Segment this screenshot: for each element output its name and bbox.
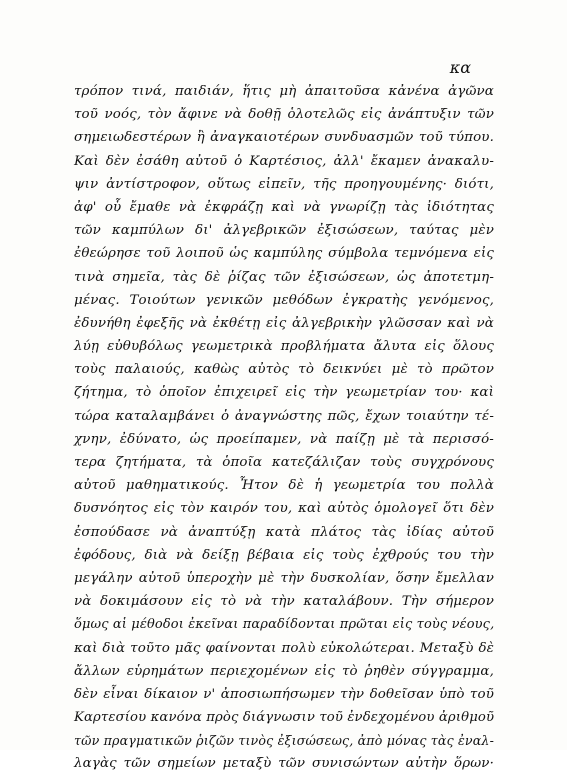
text-line: τώρα καταλαμβάνει ὁ ἀναγνώστης πῶς, ἔχων τοιαύτην τέ- <box>74 408 494 424</box>
text-line: ἀφ' οὗ ἔμαθε νὰ ἐκφράζῃ καὶ νὰ γνωρίζῃ τὰς ἰδιότητας <box>74 199 494 215</box>
text-line: μένας. Τοιούτων γενικῶν μεθόδων ἐγκρατὴς γενόμενος, <box>74 292 494 308</box>
text-line: Καρτεσίου κανόνα πρὸς διάγνωσιν τοῦ ἐνδεχομένου ἀριθμοῦ <box>74 710 495 726</box>
text-line: δὲν εἶναι δίκαιον ν' ἀποσιωπήσωμεν τὴν δοθεῖσαν ὑπὸ τοῦ <box>74 686 494 702</box>
text-line: ἐδυνήθη ἐφεξῆς νὰ ἐκθέτῃ εἰς ἀλγεβρικὴν γλῶσσαν καὶ νὰ <box>74 315 494 331</box>
text-line: τῶν καμπύλων δι' ἀλγεβρικῶν ἐξισώσεων, ταύτας μὲν <box>74 223 494 239</box>
text-line: λαγὰς τῶν σημείων μεταξὺ τῶν συνισώντων αὐτὴν ὅρων· <box>74 756 494 772</box>
text-line: τερα ζητήματα, τὰ ὁποῖα κατεζάλιζαν τοὺς συγχρόνους <box>74 455 494 470</box>
text-line: χνην, ἐδύνατο, ὡς προείπαμεν, νὰ παίζῃ μὲ τὰ περισσό- <box>74 431 494 447</box>
text-line: νὰ δοκιμάσουν εἰς τὸ νὰ τὴν καταλάβουν. Τὴν σήμερον <box>74 594 494 610</box>
text-line: ἐσπούδασε νὰ ἀναπτύξῃ κατὰ πλάτος τὰς ἰδίας αὐτοῦ <box>74 524 494 540</box>
text-line: τινὰ σημεῖα, τὰς δὲ ῥίζας τῶν ἐξισώσεων, ὡς ἀποτετμη- <box>74 269 494 285</box>
text-line: τῶν πραγματικῶν ῥιζῶν τινὸς ἐξισώσεως, ἀπὸ μόνας τὰς ἐναλ- <box>74 733 494 749</box>
text-line: ψιν ἀντίστροφον, οὕτως εἰπεῖν, τῆς προηγουμένης· διότι, <box>74 176 494 192</box>
text-line: τοῦ νοός, τὸν ἄφινε νὰ δοθῇ ὁλοτελῶς εἰς ἀνάπτυξιν τῶν <box>74 107 494 123</box>
body-text <box>74 80 494 776</box>
catchword: κα <box>449 58 471 77</box>
text-line: ἄλλων εὑρημάτων περιεχομένων εἰς τὸ ῥηθὲν σύγγραμμα, <box>74 663 494 679</box>
text-line: μεγάλην αὐτοῦ ὑπεροχὴν μὲ τὴν δυσκολίαν, ὅσην ἔμελλαν <box>74 570 494 586</box>
text-line: τοὺς παλαιούς, καθὼς αὐτὸς τὸ δεικνύει μὲ τὸ πρῶτον <box>74 362 494 378</box>
text-line: Καὶ δὲν ἐσάθη αὐτοῦ ὁ Καρτέσιος, ἀλλ' ἔκαμεν ἀνακαλυ- <box>74 153 494 169</box>
text-line: καὶ διὰ τοῦτο μᾶς φαίνονται πολὺ εὐκολώτεραι. Μεταξὺ δὲ <box>74 640 494 656</box>
text-line: ζήτημα, τὸ ὁποῖον ἐπιχειρεῖ εἰς τὴν γεωμετρίαν του· καὶ <box>74 385 494 401</box>
text-line: ἐφόδους, διὰ νὰ δείξῃ βέβαια εἰς τοὺς ἐχθρούς του τὴν <box>74 547 494 563</box>
text-line: ἐθεώρησε τοῦ λοιποῦ ὡς καμπύλης σύμβολα τεμνόμενα εἰς <box>74 246 494 262</box>
text-line: ὅμως αἱ μέθοδοι ἐκεῖναι παραδίδονται πρῶται εἰς τοὺς νέους, <box>74 617 495 633</box>
text-line: λύῃ εὐθυβόλως γεωμετρικὰ προβλήματα ἄλυτα εἰς ὅλους <box>74 339 494 355</box>
text-line: σημειωδεστέρων ἢ ἀναγκαιοτέρων συνδυασμῶν τοῦ τύπου. <box>74 130 494 146</box>
text-line: αὐτοῦ μαθηματικούς. Ἦτον δὲ ἡ γεωμετρία του πολλὰ <box>74 478 494 494</box>
text-line: δυσνόητος εἰς τὸν καιρόν του, καὶ αὐτὸς ὁμολογεῖ ὅτι δὲν <box>74 501 494 517</box>
text-line: τρόπον τινά, παιδιάν, ἥτις μὴ ἀπαιτοῦσα κἀνένα ἀγῶνα <box>74 84 494 99</box>
